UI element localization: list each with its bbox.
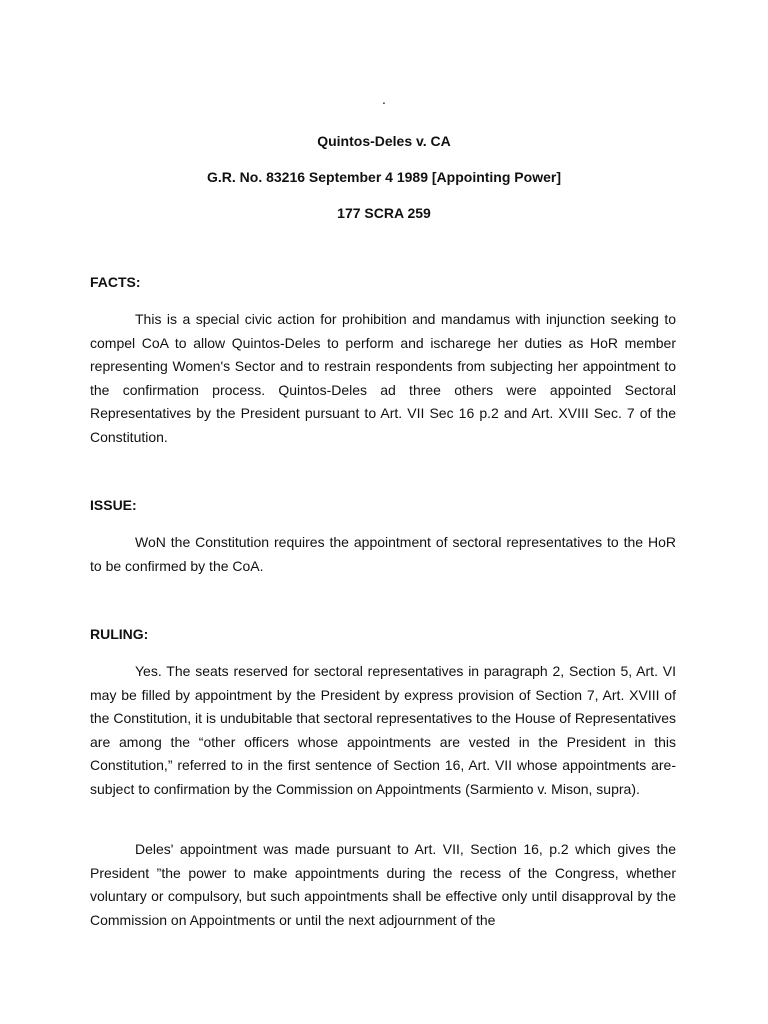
issue-paragraph: WoN the Constitution requires the appointment of sectoral representatives to the HoR to be confirmed by the CoA. — [90, 534, 676, 574]
issue-heading: ISSUE: — [90, 497, 137, 513]
facts-paragraph: This is a special civic action for prohibition and mandamus with injunction seeking to compel CoA to allow Quintos-Deles to perform and ischarege her duties as HoR member representing Women's Sector and to restrain respondents from subjecting her appointment to the confirmation process. Quintos-Deles ad three others were appointed Sectoral Representatives by the President pursuant to Art. VII Sec 16 p.2 and Art. XVIII Sec. 7 of the Constitution. — [90, 311, 676, 445]
ruling-paragraph-2: Deles' appointment was made pursuant to Art. VII, Section 16, p.2 which gives the President ”the power to make appointments during the recess of the Congress, whether voluntary or compulsory, but such appointments shall be effective only until disapproval by the Commission on Appointments or until the next adjournment of the — [90, 841, 676, 928]
case-scra-citation: 177 SCRA 259 — [337, 205, 431, 221]
case-gr-number: G.R. No. 83216 September 4 1989 [Appointing Power] — [207, 169, 561, 185]
case-title: Quintos-Deles v. CA — [317, 133, 451, 149]
top-dot: . — [382, 91, 386, 107]
ruling-heading: RULING: — [90, 626, 149, 642]
ruling-paragraph-1: Yes. The seats reserved for sectoral representatives in paragraph 2, Section 5, Art. VI may be filled by appointment by the President by express provision of Section 7, Art. XVIII of the Constitution, it is undubitable that sectoral representatives to the House of Representatives are among the “other officers whose appointments are vested in the President in this Constitution,” referred to in the first sentence of Section 16, Art. VII whose appointments are-subject to confirmation by the Commission on Appointments (Sarmiento v. Mison, supra). — [90, 663, 677, 797]
facts-heading: FACTS: — [90, 274, 141, 290]
